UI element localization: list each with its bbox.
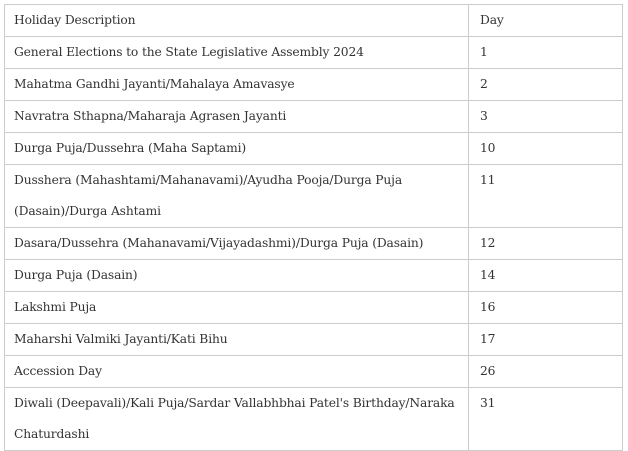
holiday-description-cell: Diwali (Deepavali)/Kali Puja/Sardar Vallabhbhai Patel's Birthday/Naraka Chaturdashi (5, 388, 469, 451)
table-row (5, 260, 623, 292)
table-header-row (5, 5, 623, 37)
table-row (5, 292, 623, 324)
holiday-description-cell: Durga Puja (Dasain) (5, 260, 469, 292)
column-header-day: Day (469, 5, 623, 37)
holiday-day-cell: 12 (469, 228, 623, 260)
holiday-description-cell: General Elections to the State Legislative Assembly 2024 (5, 37, 469, 69)
holiday-day-cell: 11 (469, 165, 623, 228)
holiday-description-cell: Lakshmi Puja (5, 292, 469, 324)
table-row (5, 69, 623, 101)
holiday-table-container (4, 4, 622, 451)
column-header-description: Holiday Description (5, 5, 469, 37)
holiday-description-cell: Durga Puja/Dussehra (Maha Saptami) (5, 133, 469, 165)
holiday-description-cell: Navratra Sthapna/Maharaja Agrasen Jayanti (5, 101, 469, 133)
holiday-day-cell: 26 (469, 356, 623, 388)
table-row (5, 356, 623, 388)
table-row (5, 101, 623, 133)
holiday-day-cell: 31 (469, 388, 623, 451)
holiday-table (4, 4, 623, 451)
table-row (5, 388, 623, 451)
holiday-day-cell: 2 (469, 69, 623, 101)
holiday-day-cell: 10 (469, 133, 623, 165)
holiday-day-cell: 3 (469, 101, 623, 133)
holiday-description-cell: Maharshi Valmiki Jayanti/Kati Bihu (5, 324, 469, 356)
holiday-day-cell: 16 (469, 292, 623, 324)
holiday-description-cell: Accession Day (5, 356, 469, 388)
table-row (5, 37, 623, 69)
table-row (5, 133, 623, 165)
holiday-description-cell: Mahatma Gandhi Jayanti/Mahalaya Amavasye (5, 69, 469, 101)
table-row (5, 228, 623, 260)
table-row (5, 324, 623, 356)
holiday-description-cell: Dusshera (Mahashtami/Mahanavami)/Ayudha Pooja/Durga Puja (Dasain)/Durga Ashtami (5, 165, 469, 228)
holiday-description-cell: Dasara/Dussehra (Mahanavami/Vijayadashmi)/Durga Puja (Dasain) (5, 228, 469, 260)
holiday-day-cell: 1 (469, 37, 623, 69)
holiday-day-cell: 14 (469, 260, 623, 292)
holiday-day-cell: 17 (469, 324, 623, 356)
table-row (5, 165, 623, 228)
